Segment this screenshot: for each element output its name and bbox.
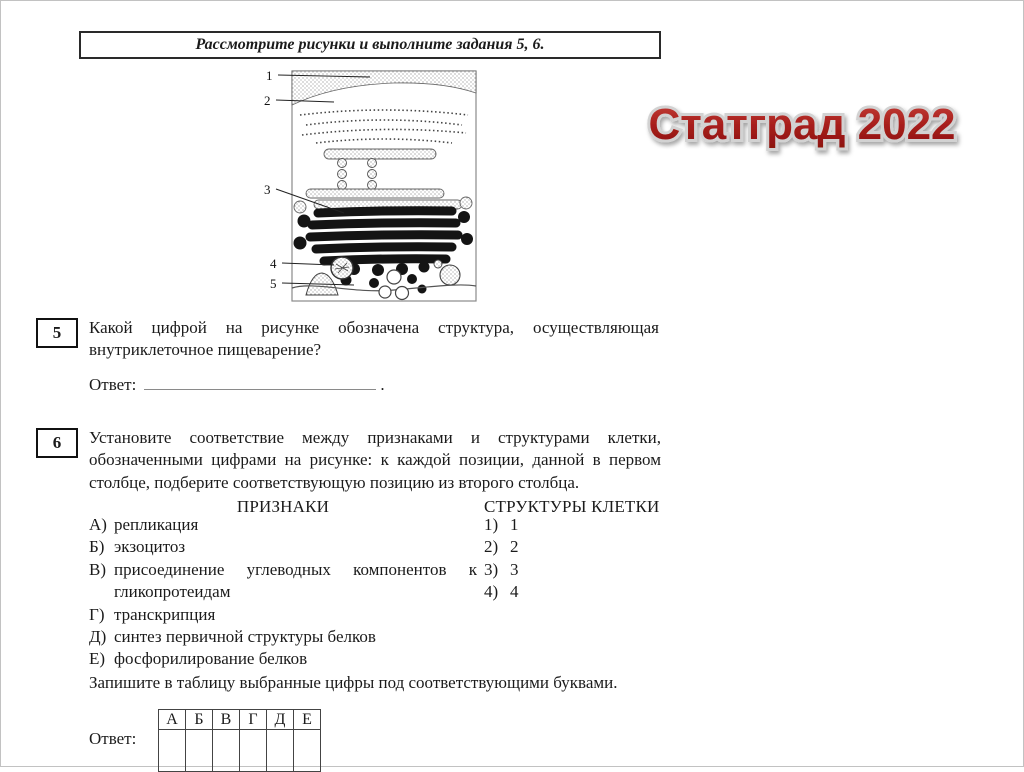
lysosome [331, 257, 353, 279]
structure-item-2 [484, 536, 519, 558]
feature-letter: Е) [89, 649, 106, 669]
figure-label-5: 5 [270, 276, 277, 291]
instruction-box [79, 31, 661, 59]
leader-lines [276, 75, 370, 285]
question-5-number: 5 [52, 323, 62, 342]
feature-text: транскрипция [114, 604, 216, 624]
answer-table-value-row [159, 730, 321, 772]
instruction-text: Рассмотрите рисунки и выполните задания 5, 6. [195, 36, 545, 53]
structure-item-3 [484, 559, 519, 581]
feature-text: репликация [114, 515, 199, 534]
feature-item-v [89, 559, 477, 604]
figure-golgi-diagram [254, 61, 486, 311]
answer-col-header: Б [186, 710, 213, 730]
question-5-text: Какой цифрой на рисунке обозначена структура, осуществляющая внутриклеточное пищеварение? [89, 318, 659, 360]
answer-label: Ответ: [89, 375, 137, 394]
structure-value: 4 [510, 582, 519, 602]
structure-num: 4) [484, 582, 499, 602]
feature-item-b [89, 536, 477, 558]
question-5-numbox [36, 318, 78, 348]
answer-cell[interactable] [159, 730, 186, 772]
feature-text: экзоцитоз [114, 537, 186, 557]
structure-num: 1) [484, 515, 499, 534]
watermark-text: Статград 2022 [648, 100, 956, 149]
feature-letter: Г) [89, 604, 105, 624]
features-header: ПРИЗНАКИ [236, 497, 330, 516]
answer-col-header: Д [267, 710, 294, 730]
answer-cell[interactable] [240, 730, 267, 772]
structure-value: 3 [510, 559, 519, 579]
feature-item-e [89, 648, 477, 670]
question-6-number: 6 [52, 433, 62, 452]
figure-label-4: 4 [270, 256, 277, 271]
feature-item-d [89, 626, 477, 648]
feature-text: присоединение углеводных компонентов к гликопротеидам [114, 559, 477, 602]
structure-value: 1 [510, 515, 519, 534]
feature-letter: А) [89, 515, 107, 534]
er-membranes [300, 110, 468, 143]
question-5-answer-row [89, 373, 385, 395]
answer-cell[interactable] [213, 730, 240, 772]
structures-list [484, 514, 519, 604]
answer-period: . [380, 375, 385, 394]
feature-item-g [89, 604, 477, 626]
feature-letter: Б) [89, 537, 105, 557]
answer-cell[interactable] [186, 730, 213, 772]
structures-header: СТРУКТУРЫ КЛЕТКИ [484, 497, 660, 516]
feature-letter: Д) [89, 627, 107, 647]
structure-item-4 [484, 581, 519, 603]
structure-num: 3) [484, 559, 499, 579]
answer-blank[interactable] [144, 373, 376, 390]
question-6-text: Установите соответствие между признаками и структурами клетки, обозначенными цифрами на рисунке: к каждой позиции, данной в первом столбце, подберите соответствующую позицию из второго столбца. [89, 428, 661, 492]
figure-label-3: 3 [264, 182, 271, 197]
figure-label-1: 1 [266, 68, 273, 83]
answer-cell[interactable] [294, 730, 321, 772]
question-6-answer-label: Ответ: [89, 729, 137, 748]
feature-item-a [89, 514, 477, 536]
answer-cell[interactable] [267, 730, 294, 772]
answer-col-header: Г [240, 710, 267, 730]
golgi-stack [310, 211, 458, 261]
features-list [89, 514, 477, 671]
question-6-numbox [36, 428, 78, 458]
feature-text: фосфорилирование белков [114, 649, 308, 669]
structure-item-1 [484, 514, 519, 536]
answer-table [158, 709, 321, 772]
er-cisterna [324, 149, 436, 159]
answer-col-header: А [159, 710, 186, 730]
feature-letter: В) [89, 559, 106, 579]
transport-vesicle-chains [338, 159, 377, 190]
answer-col-header: Е [294, 710, 321, 730]
feature-text: синтез первичной структуры белков [114, 627, 376, 647]
structure-num: 2) [484, 537, 499, 557]
answer-table-header-row [159, 710, 321, 730]
table-instruction: Запишите в таблицу выбранные цифры под соответствующими буквами. [89, 673, 618, 692]
answer-col-header: В [213, 710, 240, 730]
structure-value: 2 [510, 537, 519, 557]
secretory-vesicle [434, 260, 460, 285]
figure-label-2: 2 [264, 93, 271, 108]
statgrad-watermark [629, 93, 975, 159]
